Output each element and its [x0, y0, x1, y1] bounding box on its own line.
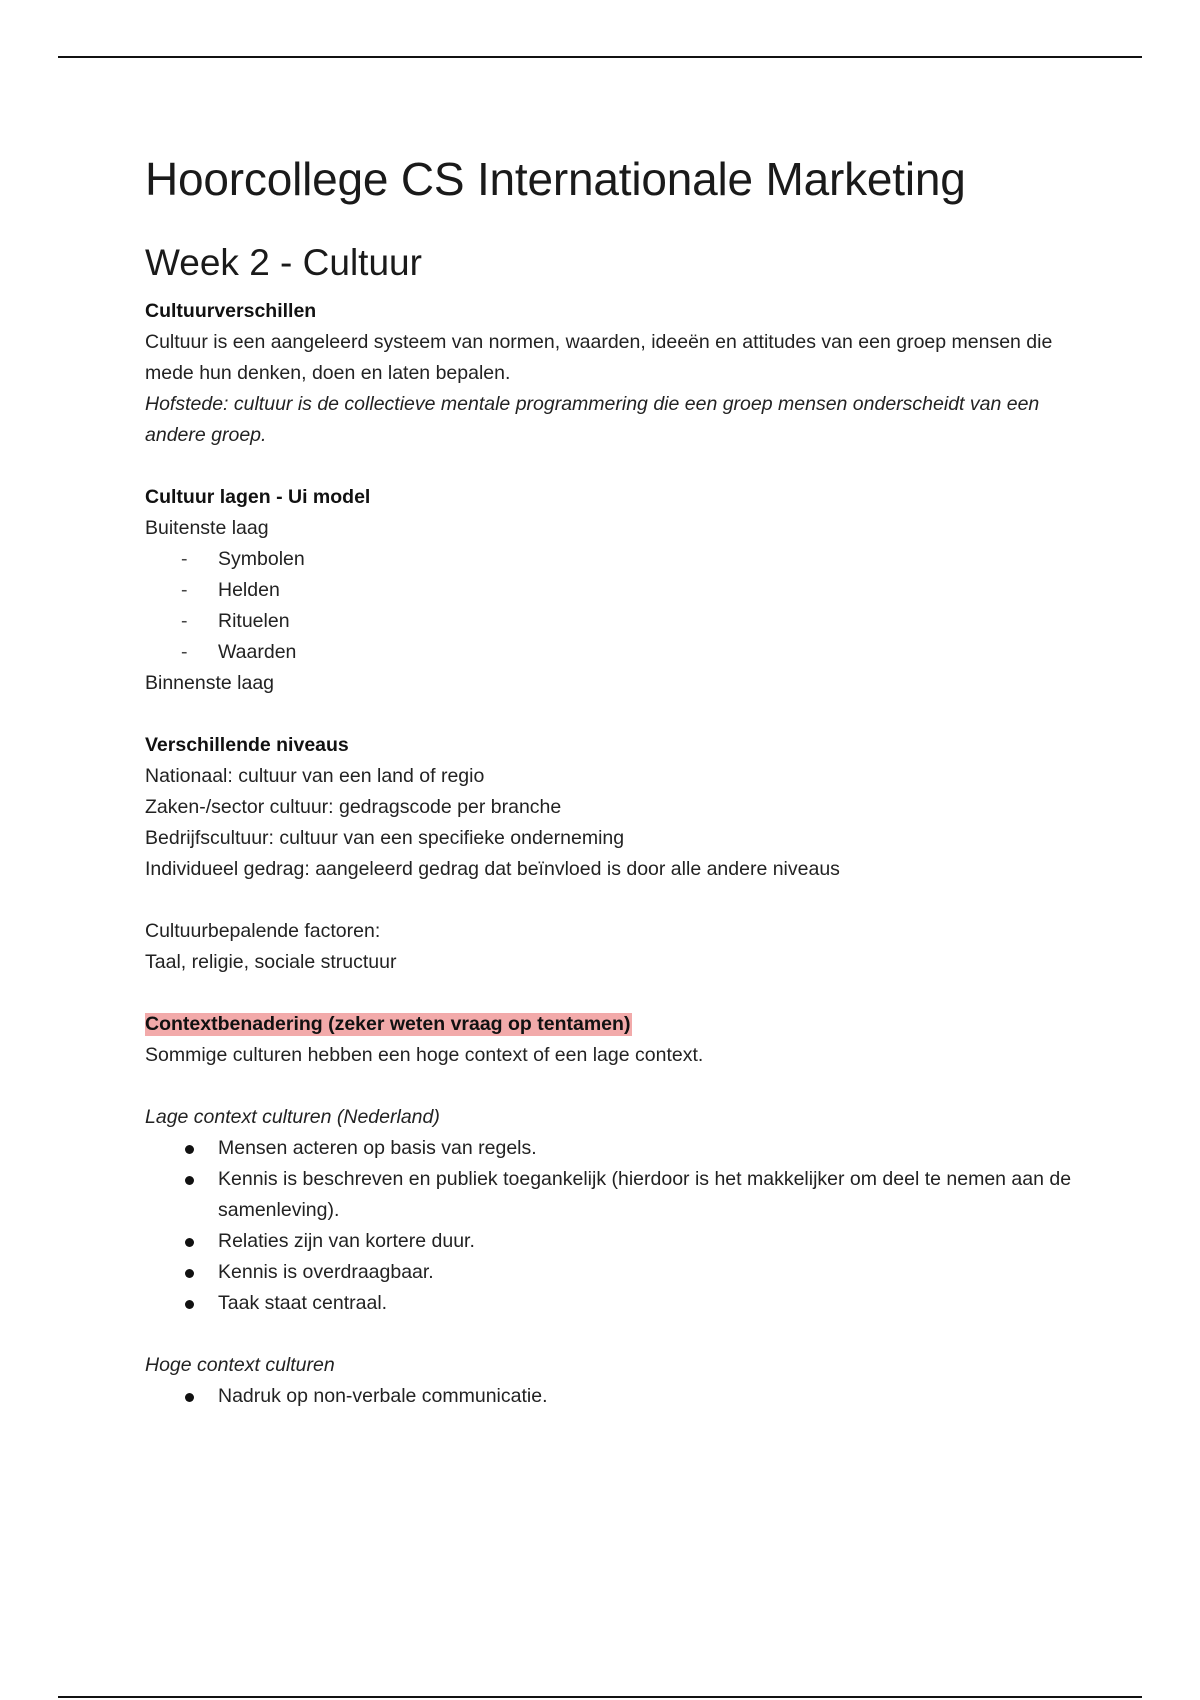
niveau-line: Individueel gedrag: aangeleerd gedrag dat beïnvloed is door alle andere niveaus — [145, 858, 840, 880]
document-title: Hoorcollege CS Internationale Marketing — [145, 153, 966, 205]
layer-item-label: Rituelen — [218, 610, 290, 632]
cultuur-definition: Cultuur is een aangeleerd systeem van normen, waarden, ideeën en attitudes van een groep mensen die mede hun denken, doen en laten bepalen. — [145, 331, 1053, 384]
list-item — [145, 575, 1090, 606]
bullet-icon — [185, 1238, 194, 1247]
niveau-line: Nationaal: cultuur van een land of regio — [145, 765, 485, 787]
high-context-item: Nadruk op non-verbale communicatie. — [218, 1385, 548, 1407]
list-item — [145, 544, 1090, 575]
niveaus-heading: Verschillende niveaus — [145, 734, 349, 756]
header-rule — [58, 56, 1142, 58]
low-context-heading: Lage context culturen (Nederland) — [145, 1106, 440, 1128]
list-item — [145, 1257, 1090, 1288]
low-context-item: Taak staat centraal. — [218, 1292, 388, 1314]
bullet-icon — [185, 1300, 194, 1309]
context-heading: Contextbenadering (zeker weten vraag op tentamen) — [145, 1013, 631, 1035]
dash-marker: - — [181, 610, 188, 632]
high-context-list — [145, 1381, 1090, 1412]
context-heading-line — [145, 1009, 1090, 1040]
cultuur-lagen-heading: Cultuur lagen - Ui model — [145, 486, 371, 508]
layer-list — [145, 544, 1090, 668]
low-context-item: Kennis is overdraagbaar. — [218, 1261, 434, 1283]
cultuurverschillen-heading: Cultuurverschillen — [145, 300, 317, 322]
niveau-line: Zaken-/sector cultuur: gedragscode per branche — [145, 796, 562, 818]
low-context-list — [145, 1133, 1090, 1319]
list-item — [145, 1226, 1090, 1257]
list-item — [145, 1288, 1090, 1319]
bullet-icon — [185, 1145, 194, 1154]
dash-marker: - — [181, 548, 188, 570]
list-item — [145, 606, 1090, 637]
list-item — [145, 637, 1090, 668]
low-context-item: Kennis is beschreven en publiek toegankelijk (hierdoor is het makkelijker om deel te nemen aan de samenleving). — [218, 1168, 1072, 1221]
document-body — [145, 148, 1090, 1412]
outer-layer-label: Buitenste laag — [145, 517, 269, 539]
hofstede-quote: Hofstede: cultuur is de collectieve mentale programmering die een groep mensen onderscheidt van een andere groep. — [145, 393, 1040, 446]
low-context-item: Mensen acteren op basis van regels. — [218, 1137, 537, 1159]
inner-layer-label: Binnenste laag — [145, 672, 275, 694]
layer-item-label: Waarden — [218, 641, 297, 663]
footer-rule — [58, 1696, 1142, 1698]
layer-item-label: Symbolen — [218, 548, 305, 570]
list-item — [145, 1381, 1090, 1412]
factoren-value: Taal, religie, sociale structuur — [145, 951, 397, 973]
bullet-icon — [185, 1269, 194, 1278]
list-item — [145, 1164, 1090, 1226]
list-item — [145, 1133, 1090, 1164]
dash-marker: - — [181, 579, 188, 601]
high-context-heading: Hoge context culturen — [145, 1354, 335, 1376]
layer-item-label: Helden — [218, 579, 280, 601]
low-context-item: Relaties zijn van kortere duur. — [218, 1230, 475, 1252]
week-heading: Week 2 - Cultuur — [145, 242, 422, 283]
factoren-label: Cultuurbepalende factoren: — [145, 920, 381, 942]
dash-marker: - — [181, 641, 188, 663]
bullet-icon — [185, 1176, 194, 1185]
context-intro: Sommige culturen hebben een hoge context of een lage context. — [145, 1044, 704, 1066]
bullet-icon — [185, 1393, 194, 1402]
niveau-line: Bedrijfscultuur: cultuur van een specifieke onderneming — [145, 827, 625, 849]
